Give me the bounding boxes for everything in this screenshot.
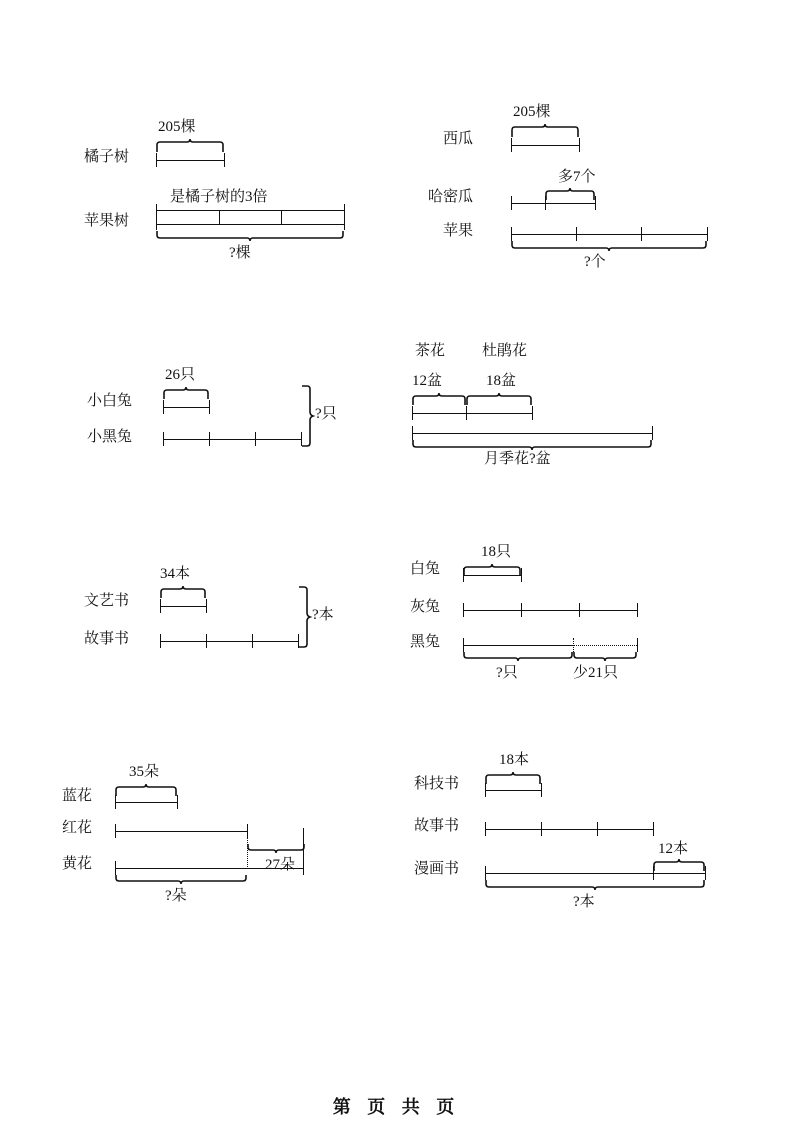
p4-top-tick-left	[412, 406, 413, 420]
p5-row1-bar	[160, 606, 206, 607]
p6-value-top: 18只	[481, 544, 512, 560]
p5-value-top: 34本	[160, 566, 191, 582]
page-footer: 第 页 共 页	[332, 1097, 461, 1117]
p1-row1-bar	[156, 160, 224, 161]
p8-bottom-brace	[485, 879, 705, 893]
p5-row2-tick-left	[160, 634, 161, 648]
p2-row3-name: 苹果	[443, 223, 474, 239]
p7-row1-tick-right	[177, 795, 178, 809]
p2-row3-tick-2	[641, 227, 642, 241]
p1-row2-tick-1	[219, 210, 220, 224]
p3-row2-bar	[163, 439, 301, 440]
p8-row2-name: 故事书	[414, 818, 460, 834]
p2-row2-tick-right	[595, 196, 596, 210]
p5-top-brace	[160, 588, 206, 599]
p2-row3-bar	[511, 234, 707, 235]
p1-row2-bar-top	[156, 210, 344, 211]
p5-right-brace	[297, 586, 311, 648]
p2-row3-tick-1	[576, 227, 577, 241]
p3-row1-tick-right	[209, 400, 210, 414]
p2-question: ?个	[584, 254, 606, 270]
p7-row1-bar	[115, 802, 177, 803]
p8-value-top: 18本	[499, 752, 530, 768]
p4-top-tick-right	[532, 406, 533, 420]
p8-row2-tick-right	[653, 822, 654, 836]
p3-value-top: 26只	[165, 367, 196, 383]
p4-question: 月季花?盆	[484, 451, 551, 467]
p3-question: ?只	[315, 406, 337, 422]
p4-row1-name: 茶花	[415, 343, 446, 359]
p7-top-brace	[115, 786, 177, 797]
p5-row2-tick-1	[206, 634, 207, 648]
p6-row1-tick-left	[463, 568, 464, 582]
p2-row2-bar	[511, 203, 595, 204]
p6-brace-note	[573, 651, 637, 664]
p2-row3-tick-right	[707, 227, 708, 241]
p4-row2-name: 杜鹃花	[482, 343, 528, 359]
p6-row3-bar-solid	[463, 645, 573, 646]
p2-value-top: 205棵	[513, 104, 551, 120]
p8-brace-note	[653, 861, 705, 872]
p2-bottom-brace	[511, 240, 707, 254]
p1-value-top: 205棵	[158, 119, 196, 135]
p7-row2-tick-left	[115, 824, 116, 838]
p1-question: ?棵	[229, 245, 251, 261]
p1-row2-tick-2	[281, 210, 282, 224]
p5-row1-name: 文艺书	[84, 593, 130, 609]
p1-row1-tick-right	[224, 153, 225, 167]
p7-question: ?朵	[165, 888, 187, 904]
p1-top-brace	[156, 141, 224, 153]
p4-long-bar	[412, 433, 652, 434]
p2-row2-name: 哈密瓜	[428, 189, 474, 205]
p2-top-brace	[511, 126, 579, 138]
p7-value-top: 35朵	[129, 764, 160, 780]
p7-row2-name: 红花	[62, 820, 93, 836]
p1-row2-value: 是橘子树的3倍	[170, 189, 268, 205]
p4-long-tick-left	[412, 426, 413, 440]
p8-row2-tick-1	[541, 822, 542, 836]
p6-row2-tick-left	[463, 603, 464, 617]
p3-right-brace	[300, 385, 314, 447]
p8-row2-tick-2	[597, 822, 598, 836]
p5-row2-bar	[160, 641, 298, 642]
p8-note: 12本	[658, 841, 689, 857]
p2-row1-bar	[511, 145, 579, 146]
p6-row1-tick-right	[521, 568, 522, 582]
p5-row1-tick-right	[206, 599, 207, 613]
p3-row1-bar	[163, 407, 209, 408]
p3-row1-name: 小白兔	[87, 393, 133, 409]
p5-row2-tick-2	[252, 634, 253, 648]
p6-row2-bar	[463, 610, 637, 611]
p6-row2-name: 灰兔	[410, 599, 441, 615]
p8-row3-tick-left	[485, 866, 486, 880]
p3-row2-name: 小黑兔	[87, 429, 133, 445]
p6-row2-tick-2	[579, 603, 580, 617]
p3-row2-tick-1	[209, 432, 210, 446]
p2-row2-value: 多7个	[558, 169, 596, 185]
p6-row3-tick-left	[463, 638, 464, 652]
p2-row3-tick-left	[511, 227, 512, 241]
p7-row1-tick-left	[115, 795, 116, 809]
p1-row1-name: 橘子树	[84, 149, 130, 165]
p4-long-tick-right	[652, 426, 653, 440]
p8-top-brace	[485, 774, 541, 785]
p5-question: ?本	[312, 607, 334, 623]
p8-row3-tick-right	[705, 866, 706, 880]
p7-note: 27朵	[265, 857, 296, 873]
p2-row2-tick-left	[511, 196, 512, 210]
p8-row1-tick-left	[485, 783, 486, 797]
p2-row1-tick-right	[579, 138, 580, 152]
p1-row2-name: 苹果树	[84, 213, 130, 229]
p6-row2-tick-1	[521, 603, 522, 617]
p5-row2-name: 故事书	[84, 631, 130, 647]
p2-row1-name: 西瓜	[443, 131, 474, 147]
p3-row2-tick-left	[163, 432, 164, 446]
p7-bottom-brace	[115, 874, 247, 887]
p1-row1-tick-left	[156, 153, 157, 167]
p2-row2-brace	[545, 190, 595, 201]
p8-row1-name: 科技书	[414, 776, 460, 792]
p8-row3-name: 漫画书	[414, 861, 460, 877]
p6-row3-tick-mid	[573, 638, 574, 652]
p4-row1-value: 12盆	[412, 373, 443, 389]
p6-row3-name: 黑兔	[410, 634, 441, 650]
p8-row1-bar	[485, 790, 541, 791]
p1-row2-bar-bottom	[156, 224, 344, 225]
p1-bottom-brace	[156, 230, 344, 244]
p7-row2-bar	[115, 831, 247, 832]
p4-brace-1	[412, 395, 466, 406]
p6-question: ?只	[496, 665, 518, 681]
p7-row3-tick-left	[115, 861, 116, 875]
p6-row3-tick-right	[637, 638, 638, 652]
p6-row1-name: 白兔	[410, 561, 441, 577]
p3-row1-tick-left	[163, 400, 164, 414]
p1-row2-tick-right	[344, 204, 345, 230]
p8-row3-tick-mid	[653, 866, 654, 880]
p3-top-brace	[163, 389, 209, 400]
p3-row2-tick-2	[255, 432, 256, 446]
p8-row1-tick-right	[541, 783, 542, 797]
p4-brace-2	[466, 395, 532, 406]
p5-row1-tick-left	[160, 599, 161, 613]
p6-row2-tick-right	[637, 603, 638, 617]
p6-brace-question	[463, 651, 573, 664]
p7-row3-name: 黄花	[62, 856, 93, 872]
p2-row2-tick-mid	[545, 196, 546, 210]
p7-brace-note	[247, 843, 305, 856]
p1-row2-tick-left	[156, 204, 157, 230]
p7-row1-name: 蓝花	[62, 788, 93, 804]
p6-note: 少21只	[573, 665, 619, 681]
p4-top-tick-mid	[466, 406, 467, 420]
p6-row1-bar	[463, 575, 521, 576]
p8-row2-bar	[485, 829, 653, 830]
p4-top-bar	[412, 413, 532, 414]
p8-row3-bar	[485, 873, 705, 874]
p2-row1-tick-left	[511, 138, 512, 152]
p8-question: ?本	[573, 894, 595, 910]
p6-row3-bar-dotted	[573, 645, 637, 646]
p8-row2-tick-left	[485, 822, 486, 836]
p4-row2-value: 18盆	[486, 373, 517, 389]
